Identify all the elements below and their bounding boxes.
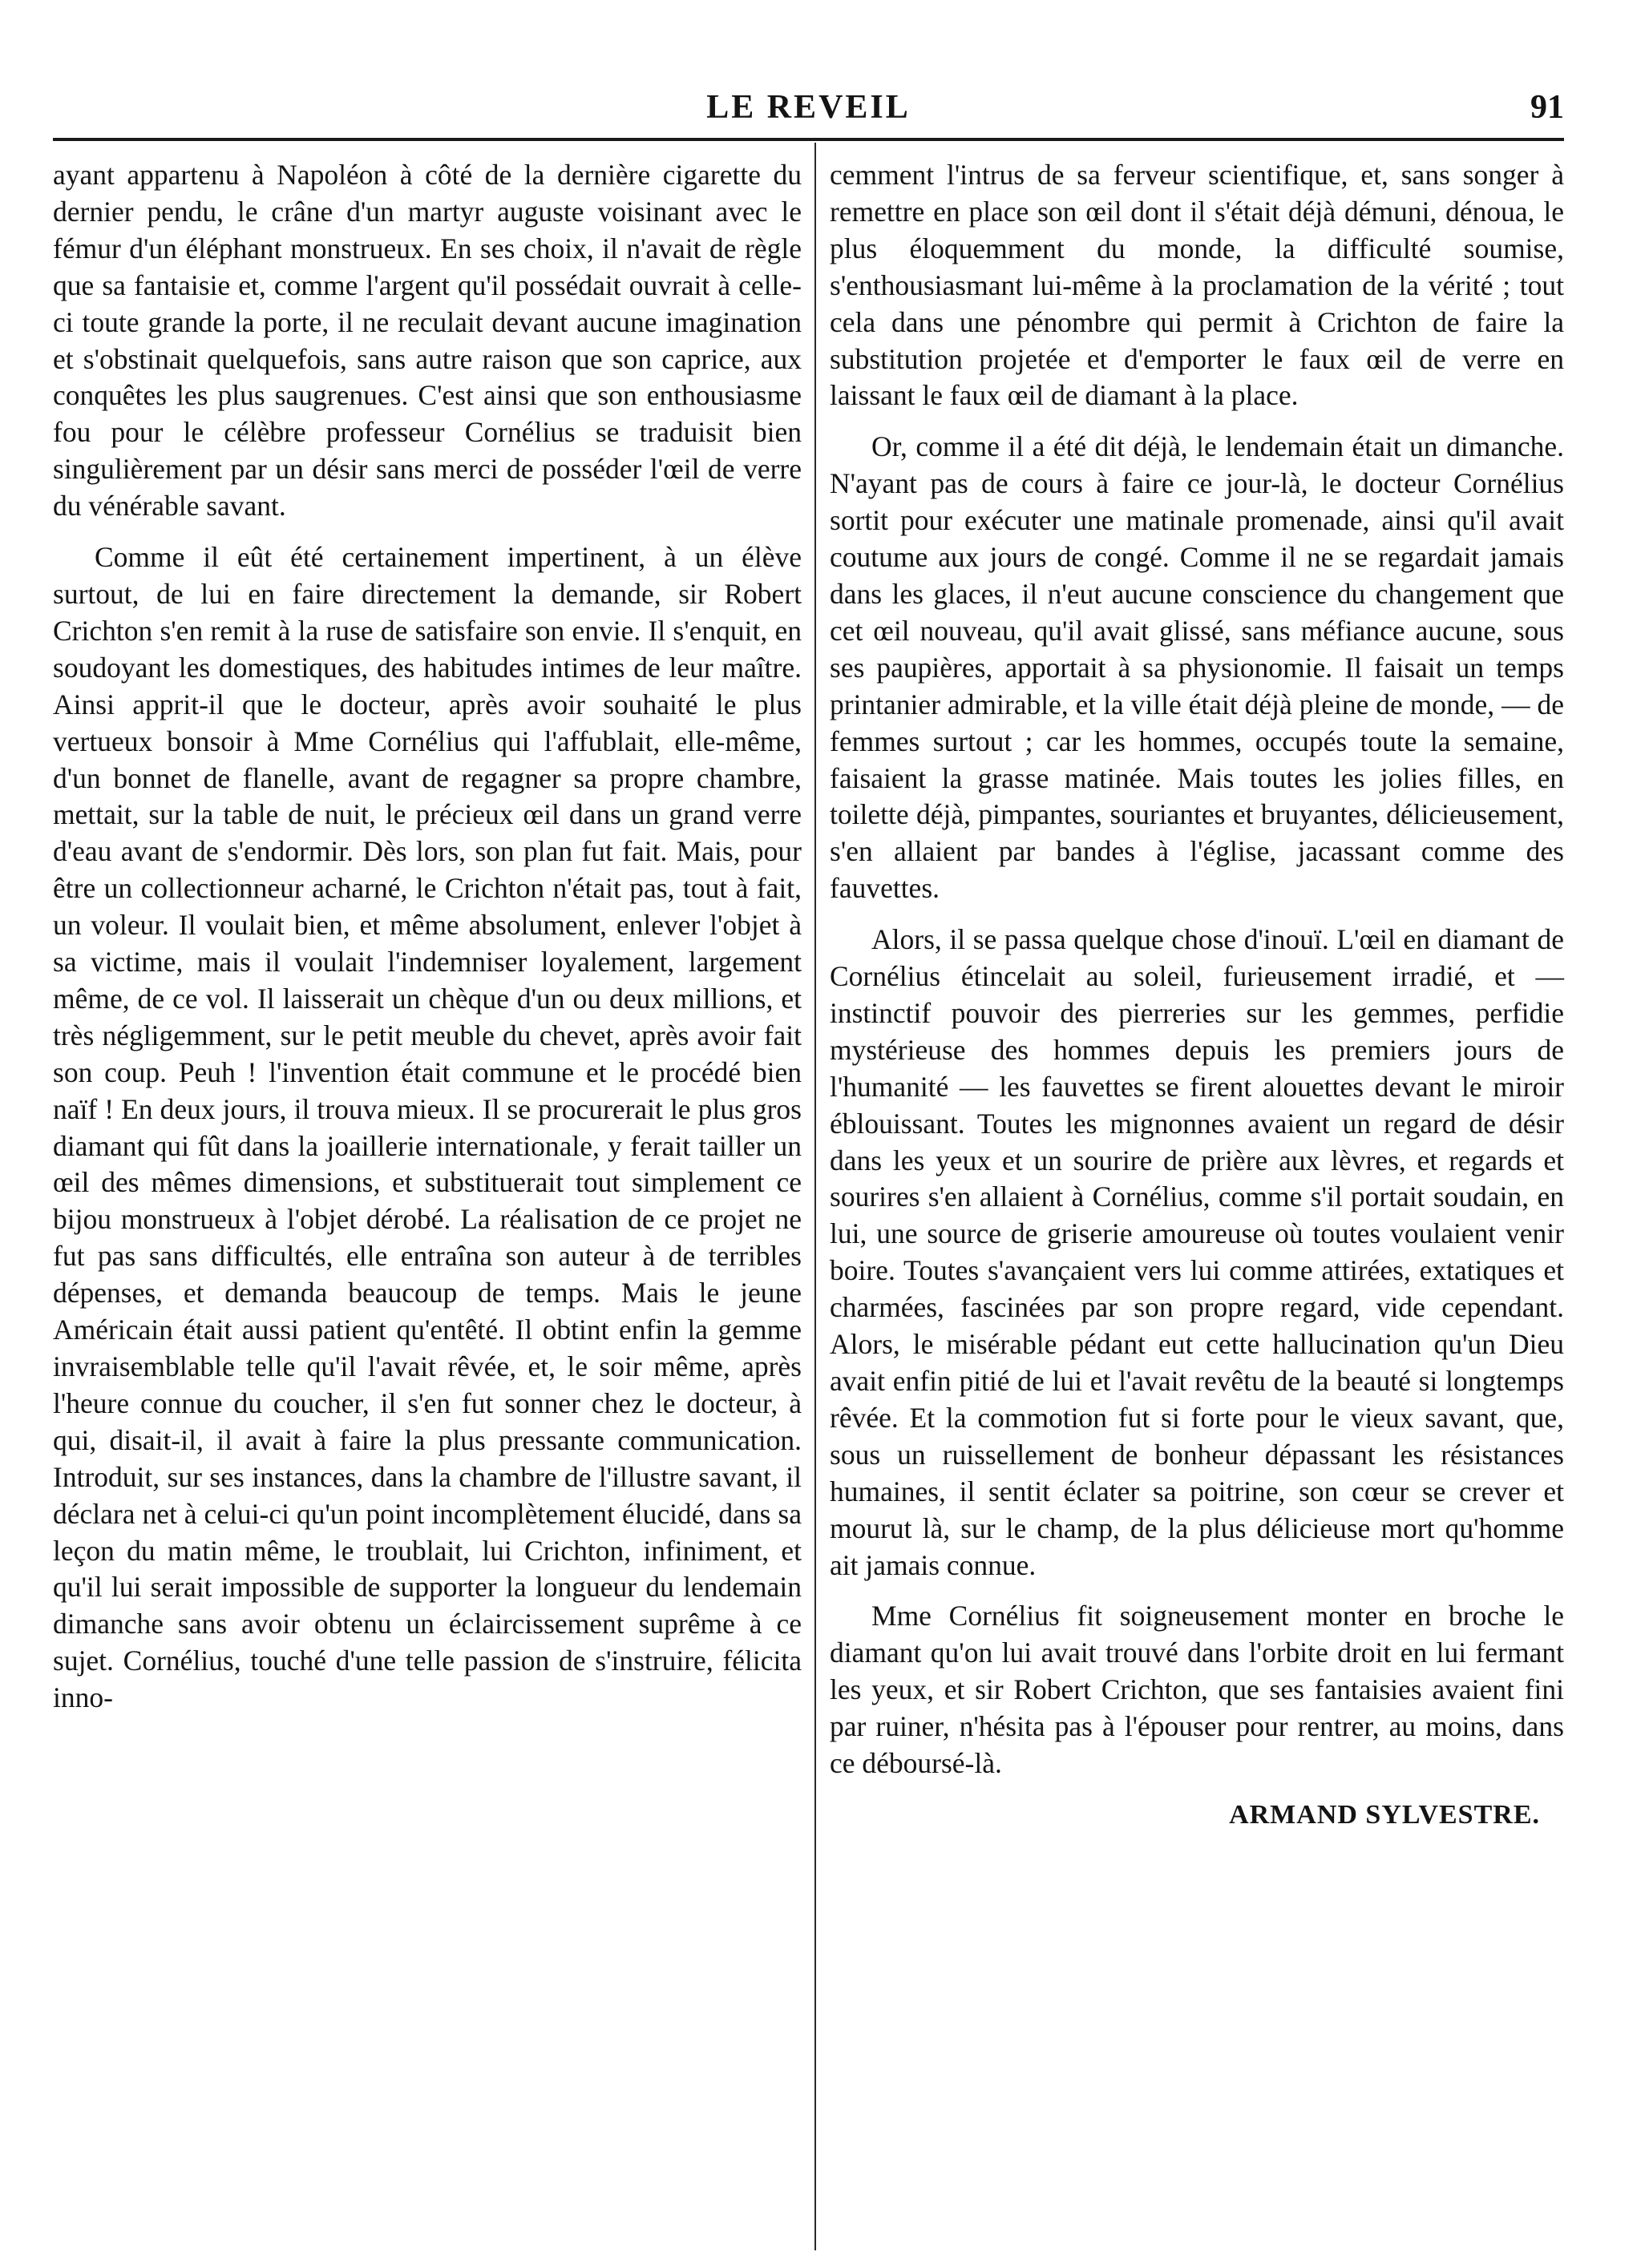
column-divider (814, 143, 816, 2250)
author-signature: ARMAND SYLVESTRE. (1229, 1799, 1540, 1830)
right-column (830, 157, 1564, 1834)
paragraph: ayant appartenu à Napoléon à côté de la dernière cigarette du dernier pendu, le crâne d'un martyr auguste voisinant avec le fémur d'un éléphant monstrueux. En ses choix, il n'avait de règle que sa fantaisie et, comme l'argent qu'il possédait ouvrait à celle-ci toute grande la porte, il ne reculait devant aucune imagination et s'obstinait quelquefois, sans autre raison que son caprice, aux conquêtes les plus saugrenues. C'est ainsi que son enthousiasme fou pour le célèbre professeur Cornélius se traduisit bien singulièrement par un désir sans merci de posséder l'œil de verre du vénérable savant. (53, 159, 802, 523)
page-number: 91 (1530, 89, 1564, 126)
header-rule (53, 138, 1564, 141)
paragraph: Or, comme il a été dit déjà, le lendemain était un dimanche. N'ayant pas de cours à faire ce jour-là, le docteur Cornélius sortit pour exécuter une matinale promenade, ainsi qu'il avait coutume aux jours de congé. Comme il ne se regardait jamais dans les glaces, il n'eut aucune conscience du changement que cet œil nouveau, qu'il avait glissé, sans méfiance aucune, sous ses paupières, apportait à sa physionomie. Il faisait un temps printanier admirable, et la ville était déjà pleine de monde, — de femmes surtout ; car les hommes, occupés toute la semaine, faisaient la grasse matinée. Mais toutes les jolies filles, en toilette déjà, pimpantes, souriantes et bruyantes, délicieusement, s'en allaient par bandes à l'église, jacassant comme des fauvettes. (830, 430, 1564, 905)
left-column (53, 157, 802, 1731)
running-title: LE REVEIL (706, 89, 911, 126)
paragraph: Mme Cornélius fit soigneusement monter en broche le diamant qu'on lui avait trouvé dans l'orbite droit en lui fermant les yeux, et sir Robert Crichton, que ses fantaisies avaient fini par ruiner, n'hésita pas à l'épouser pour rentrer, au moins, dans ce déboursé-là. (830, 1600, 1564, 1780)
paragraph: cemment l'intrus de sa ferveur scientifique, et, sans songer à remettre en place son œil dont il s'était déjà démuni, dénoua, le plus éloquemment du monde, la difficulté soumise, s'enthousiasmant lui-même à la proclamation de la vérité ; tout cela dans une pénombre qui permit à Crichton de faire la substitution projetée et d'emporter le faux œil de verre en laissant le faux œil de diamant à la place. (830, 159, 1564, 412)
paragraph: Alors, il se passa quelque chose d'inouï. L'œil en diamant de Cornélius étincelait au soleil, furieusement irradié, et — instinctif pouvoir des pierreries sur les gemmes, perfidie mystérieuse des hommes depuis les premiers jours de l'humanité — les fauvettes se firent alouettes devant le miroir éblouissant. Toutes les mignonnes avaient un regard de désir dans les yeux et un sourire de prière aux lèvres, et regards et sourires s'en allaient à Cornélius, comme s'il portait soudain, en lui, une source de griserie amoureuse où toutes voulaient venir boire. Toutes s'avançaient vers lui comme attirées, extatiques et charmées, fascinées par son propre regard, vide cependant. Alors, le misérable pédant eut cette hallucination qu'un Dieu avait enfin pitié de lui et l'avait revêtu de la beauté si longtemps rêvée. Et la commotion fut si forte pour le vieux savant, que, sous un ruissellement de bonheur dépassant les résistances humaines, il sentit éclater sa poitrine, son cœur se crever et mourut là, sur le champ, de la plus délicieuse mort qu'homme ait jamais connue. (830, 923, 1564, 1581)
page-header (53, 88, 1564, 136)
paragraph: Comme il eût été certainement impertinent, à un élève surtout, de lui en faire directement la demande, sir Robert Crichton s'en remit à la ruse de satisfaire son envie. Il s'enquit, en soudoyant les domestiques, des habitudes intimes de leur maître. Ainsi apprit-il que le docteur, après avoir souhaité le plus vertueux bonsoir à Mme Cornélius qui l'affublait, elle-même, d'un bonnet de flanelle, avant de regagner sa propre chambre, mettait, sur la table de nuit, le précieux œil dans un grand verre d'eau avant de s'endormir. Dès lors, son plan fut fait. Mais, pour être un collectionneur acharné, le Crichton n'était pas, tout à fait, un voleur. Il voulait bien, et même absolument, enlever l'objet à sa victime, mais il voulait l'indemniser loyalement, largement même, de ce vol. Il laisserait un chèque d'un ou deux millions, et très négligemment, sur le petit meuble du chevet, après avoir fait son coup. Peuh ! l'invention était commune et le procédé bien naïf ! En deux jours, il trouva mieux. Il se procurerait le plus gros diamant qui fût dans la joaillerie internationale, y ferait tailler un œil des mêmes dimensions, et substituerait tout simplement ce bijou monstrueux à l'objet dérobé. La réalisation de ce projet ne fut pas sans difficultés, elle entraîna son auteur à de terribles dépenses, et demanda beaucoup de temps. Mais le jeune Américain était aussi patient qu'entêté. Il obtint enfin la gemme invraisemblable telle qu'il l'avait rêvée, et, le soir même, après l'heure connue du coucher, il s'en fut sonner chez le docteur, à qui, disait-il, il avait à faire la plus pressante communication. Introduit, sur ses instances, dans la chambre de l'illustre savant, il déclara net à celui-ci qu'un point incomplètement élucidé, dans sa leçon du matin même, le troublait, lui Crichton, infiniment, et qu'il lui serait impossible de supporter la longueur du lendemain dimanche sans avoir obtenu un éclaircissement suprême à ce sujet. Cornélius, touché d'une telle passion de s'instruire, félicita inno- (53, 541, 802, 1714)
